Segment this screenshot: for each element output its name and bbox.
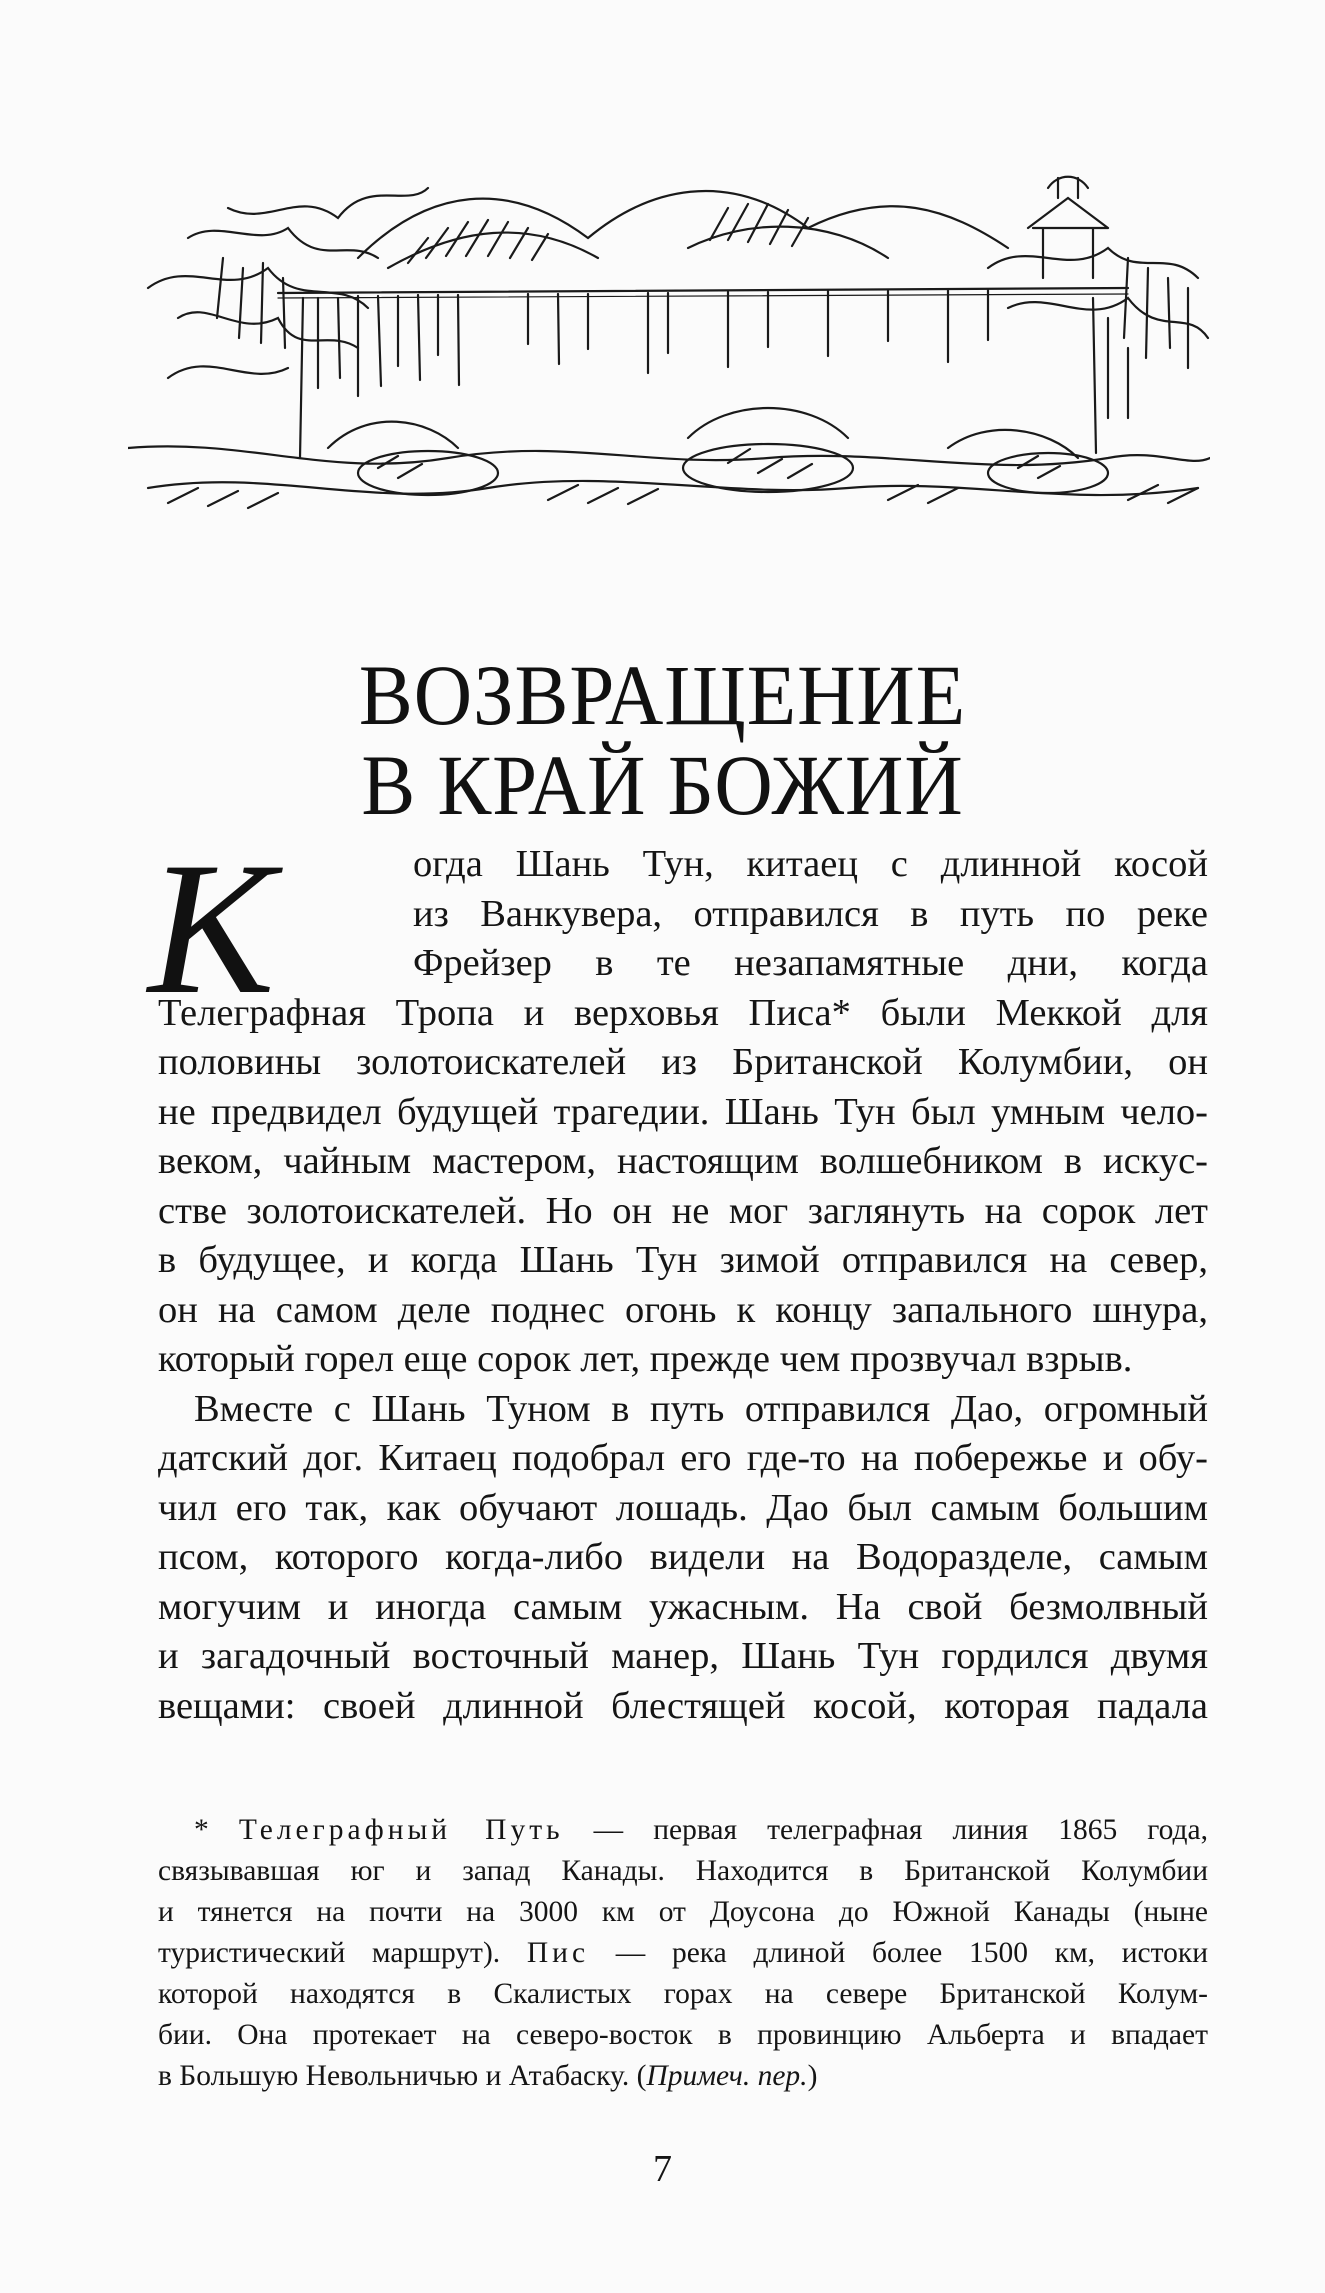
footnote-line (158, 1933, 1208, 1974)
footnote-note: Примеч. пер. (646, 2060, 808, 2092)
text-line: псом, которого когда-либо видели на Водоразделе, самым (158, 1536, 1208, 1578)
text-line: веком, чайным мастером, настоящим волшебником в искус- (158, 1140, 1208, 1182)
text-line: огда Шань Тун, китаец с длинной косой (413, 843, 1208, 885)
text-line: Вместе с Шань Туном в путь отправился Дао, огромный (194, 1387, 1208, 1430)
chapter-title-line-2: В КРАЙ БОЖИЙ (361, 737, 964, 833)
text-line: Телеграфная Тропа и верховья Писа* были Меккой для (158, 991, 1208, 1034)
footnote-text: — река длиной более 1500 км, истоки (589, 1937, 1208, 1969)
footnote-term: Пис (526, 1937, 590, 1969)
text-line: вещами: своей длинной блестящей косой, которая падала (158, 1684, 1208, 1727)
footnote-text: — первая телеграфная линия 1865 года, (563, 1814, 1209, 1846)
text-line: в будущее, и когда Шань Тун зимой отправился на север, (158, 1239, 1208, 1281)
footnote-line: связывавшая юг и запад Канады. Находится в Британской Колумбии (158, 1855, 1208, 1887)
text-line: датский дог. Китаец подобрал его где-то на побережье и обу- (158, 1437, 1208, 1479)
footnote-text: ) (807, 2060, 818, 2092)
footnote-line (158, 2056, 1208, 2097)
footnote-line: бии. Она протекает на северо-восток в провинцию Альберта и впадает (158, 2019, 1208, 2051)
text-line: из Ванкувера, отправился в путь по реке (413, 892, 1208, 935)
footnote (158, 1810, 1208, 2097)
chapter-title-line-1: ВОЗВРАЩЕНИЕ (358, 647, 967, 743)
text-line: половины золотоискателей из Британской Колумбии, он (158, 1041, 1208, 1083)
engraved-landscape-illustration-icon (128, 148, 1210, 523)
footnote-term: Телеграфный Путь (238, 1814, 564, 1846)
text-line: не предвидел будущей трагедии. Шань Тун был умным чело- (158, 1090, 1208, 1133)
footnote-marker: * (194, 1814, 209, 1846)
text-line: который горел еще сорок лет, прежде чем прозвучал взрыв. (158, 1338, 1133, 1380)
text-line: стве золотоискателей. Но он не мог заглянуть на сорок лет (158, 1189, 1208, 1232)
footnote-text: в Большую Невольничью и Атабаску. ( (158, 2060, 647, 2092)
text-line: чил его так, как обучают лошадь. Дао был самым большим (158, 1486, 1208, 1529)
paragraph-1-body (158, 989, 1208, 1385)
footnote-line (158, 1810, 1208, 1851)
paragraph-1-opening (158, 840, 1208, 989)
paragraph-2 (158, 1385, 1208, 1732)
text-line: могучим и иногда самым ужасным. На свой безмолвный (158, 1585, 1208, 1628)
footnote-text: туристический маршрут). (158, 1937, 527, 1969)
text-line: он на самом деле поднес огонь к концу запального шнура, (158, 1288, 1208, 1331)
footnote-line: которой находятся в Скалистых горах на севере Британской Колум- (158, 1978, 1208, 2010)
text-line: Фрейзер в те незапамятные дни, когда (413, 942, 1208, 984)
footnote-line: и тянется на почти на 3000 км от Доусона до Южной Канады (ныне (158, 1896, 1208, 1928)
text-line: и загадочный восточный манер, Шань Тун гордился двумя (158, 1635, 1208, 1677)
page-number: 7 (653, 2148, 672, 2190)
drop-cap: К (148, 824, 275, 1034)
